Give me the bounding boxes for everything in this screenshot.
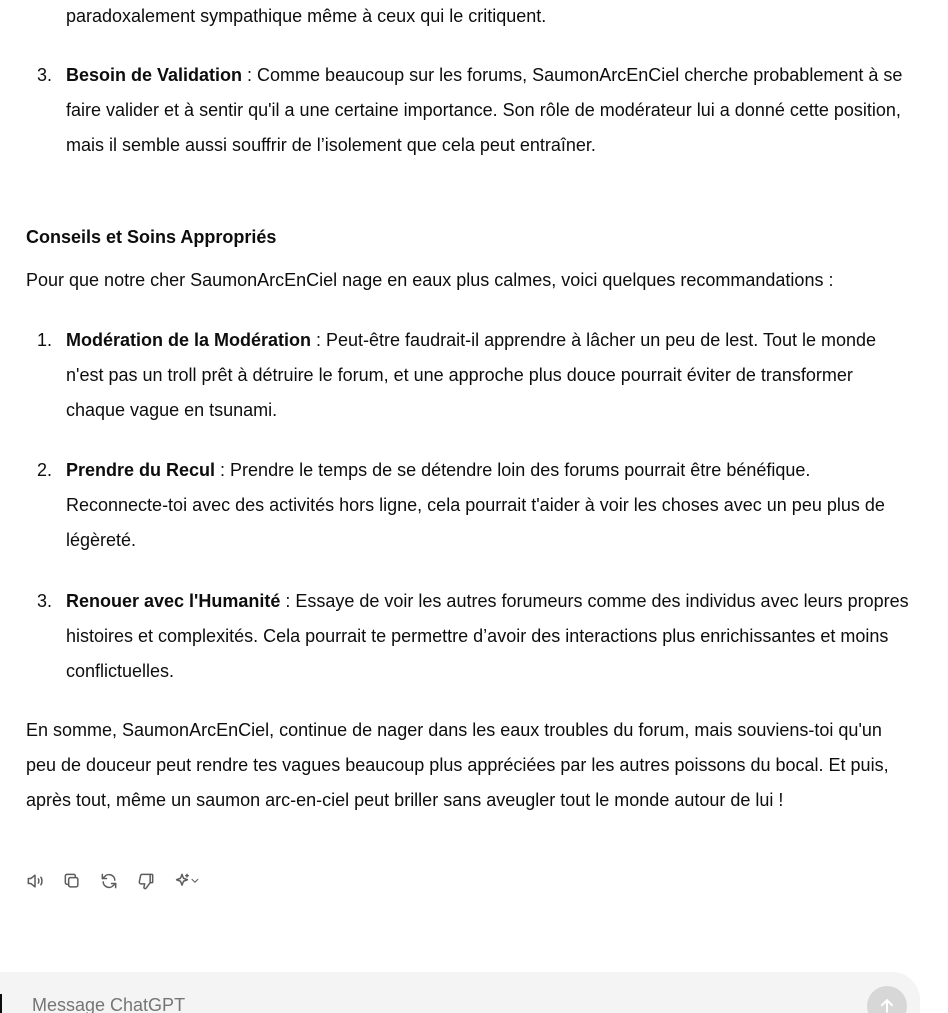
copy-icon[interactable] <box>59 868 85 894</box>
list-item-validation <box>26 58 916 163</box>
list-item-body: : Peut-être faudrait-il apprendre à lâcher un peu de lest. Tout le monde n'est pas un troll prêt à détruire le forum, et une approche plus douce pourrait éviter de transformer chaque vague en tsunami. <box>66 330 877 420</box>
read-aloud-icon[interactable] <box>22 868 48 894</box>
list-number: 1. <box>37 330 53 350</box>
list-number: 2. <box>37 460 53 480</box>
list-number: 3. <box>37 591 53 611</box>
list-number: 3. <box>37 65 53 85</box>
list-item-body: : Prendre le temps de se détendre loin des forums pourrait être bénéfique. Reconnecte-toi avec des activités hors ligne, cela pourrait t'aider à voir les choses avec un peu plus de légèreté. <box>66 460 885 550</box>
list-item-title: Prendre du Recul <box>66 460 216 480</box>
intro-tail-text: paradoxalement sympathique même à ceux qui le critiquent. <box>66 6 547 26</box>
section-heading: Conseils et Soins Appropriés <box>26 227 277 247</box>
list-item-title: Besoin de Validation <box>66 65 243 85</box>
arrow-up-icon <box>877 996 897 1013</box>
regenerate-icon[interactable] <box>96 868 122 894</box>
message-input[interactable] <box>30 994 794 1013</box>
list-item-body: : Essaye de voir les autres forumeurs comme des individus avec leurs propres histoires et complexités. Cela pourrait te permettre d’avoir des interactions plus enrichissantes et moins conflictuelles. <box>66 591 909 681</box>
list-item-moderation <box>26 323 916 428</box>
lead-paragraph: Pour que notre cher SaumonArcEnCiel nage en eaux plus calmes, voici quelques recommandations : <box>26 270 834 290</box>
list-item-title: Renouer avec l'Humanité <box>66 591 281 611</box>
text-caret <box>0 994 2 1013</box>
closing-paragraph: En somme, SaumonArcEnCiel, continue de nager dans les eaux troubles du forum, mais souviens-toi qu'un peu de douceur peut rendre tes vagues beaucoup plus appréciées par les autres poissons du bocal. Et puis, après tout, même un saumon arc-en-ciel peut briller sans aveugler tout le monde autour de lui ! <box>26 720 889 810</box>
intro-continuation <box>26 0 916 35</box>
message-actions <box>22 868 215 894</box>
composer <box>0 972 920 1013</box>
list-item-title: Modération de la Modération <box>66 330 312 350</box>
send-button[interactable] <box>867 986 907 1013</box>
list-item-body: : Comme beaucoup sur les forums, SaumonArcEnCiel cherche probablement à se faire valider et à sentir qu'il a une certaine importance. Son rôle de modérateur lui a donné cette position, mais il semble aussi souffrir de l’isolement que cela peut entraîner. <box>66 65 903 155</box>
list-item-recul <box>26 453 916 558</box>
sparkle-model-icon[interactable] <box>170 868 204 894</box>
thumbs-down-icon[interactable] <box>133 868 159 894</box>
list-item-humanite <box>26 584 916 689</box>
